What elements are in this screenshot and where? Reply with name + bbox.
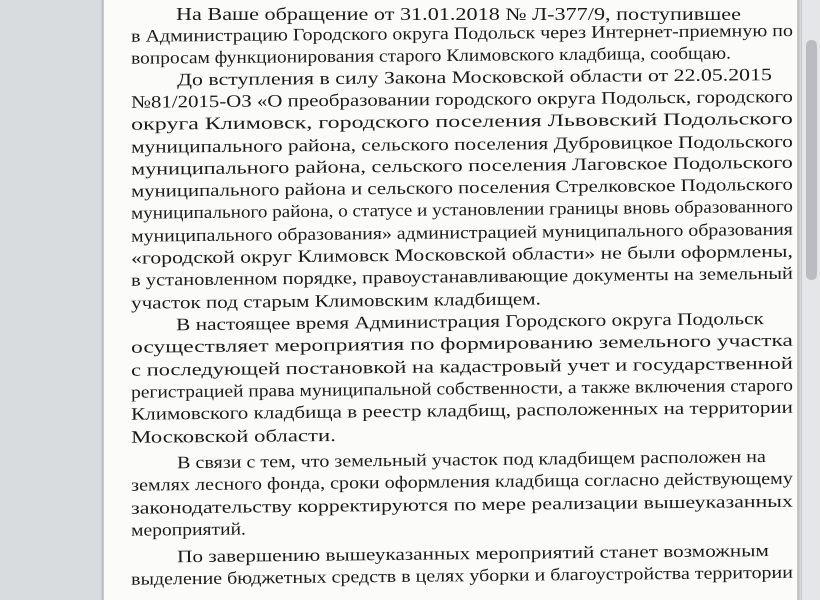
text-line-content: округа Климовск, городского поселения Львовский Подольского [130, 107, 793, 134]
text-line-content: По завершению вышеуказанных мероприятий станет возможным [176, 540, 769, 567]
text-line-content: Климовского кладбища в реестр кладбищ, расположенных на территории [130, 396, 793, 424]
text-line-content: осуществляет мероприятия по формированию земельного участка [130, 329, 793, 357]
text-line-content: До вступления в силу Закона Московской области от 22.05.2015 [176, 64, 772, 90]
vertical-scrollbar[interactable] [801, 0, 820, 600]
text-line-content: муниципального района, сельского поселения Лаговское Подольского [130, 151, 793, 179]
text-line-content: В настоящее время Администрация Городского округа Подольск [175, 308, 764, 335]
text-line-content: мероприятий. [130, 518, 246, 540]
text-line-content: №81/2015-ОЗ «О преобразовании городского округа Подольск, городского [130, 85, 793, 112]
text-line-content: В связи с тем, что земельный участок под кладбищем расположен на [176, 446, 766, 473]
text-line-content: законодательству корректируются по мере реализации вышеуказанных [130, 490, 793, 518]
text-line-content: выделение бюджетных средств в целях уборки и благоустройства территории [130, 561, 793, 589]
text-line-content: муниципального образования» администрацией муниципального образования [130, 218, 793, 246]
text-line [104, 446, 797, 473]
text-line-content: участок под старым Климовским кладбищем. [130, 288, 541, 313]
scrollbar-thumb[interactable] [806, 40, 817, 280]
text-line-content: с последующей постановкой на кадастровый учет и государственной [130, 352, 793, 380]
text-line [104, 540, 797, 567]
text-line-content: муниципального района и сельского поселения Стрелковское Подольского [130, 173, 793, 201]
text-line-content: муниципального района, о статусе и установлении границы вновь образованного [130, 195, 793, 223]
text-line-content: «городской округ Климовск Московской области» не были оформлены, [130, 240, 793, 268]
text-line-content: в установленном порядке, правоустанавливающие документы на земельный [130, 262, 793, 290]
document-page [103, 0, 798, 600]
text-line-content: в Администрацию Городского округа Подольск через Интернет-приемную по [130, 19, 793, 46]
text-line-content: муниципального района, сельского поселения Дубровицкое Подольского [130, 130, 793, 157]
text-line-content: На Ваше обращение от 31.01.2018 № Л-377/9, поступившее [176, 4, 741, 24]
text-line-content: регистрацией права муниципальной собственности, а также включения старого [130, 374, 793, 402]
text-line-content: вопросам функционирования старого Климовского кладбища, сообщаю. [130, 42, 731, 68]
text-line-content: землях лесного фонда, сроки оформления кладбища согласно действующему [130, 467, 793, 495]
text-line-content: Московской области. [130, 424, 336, 447]
